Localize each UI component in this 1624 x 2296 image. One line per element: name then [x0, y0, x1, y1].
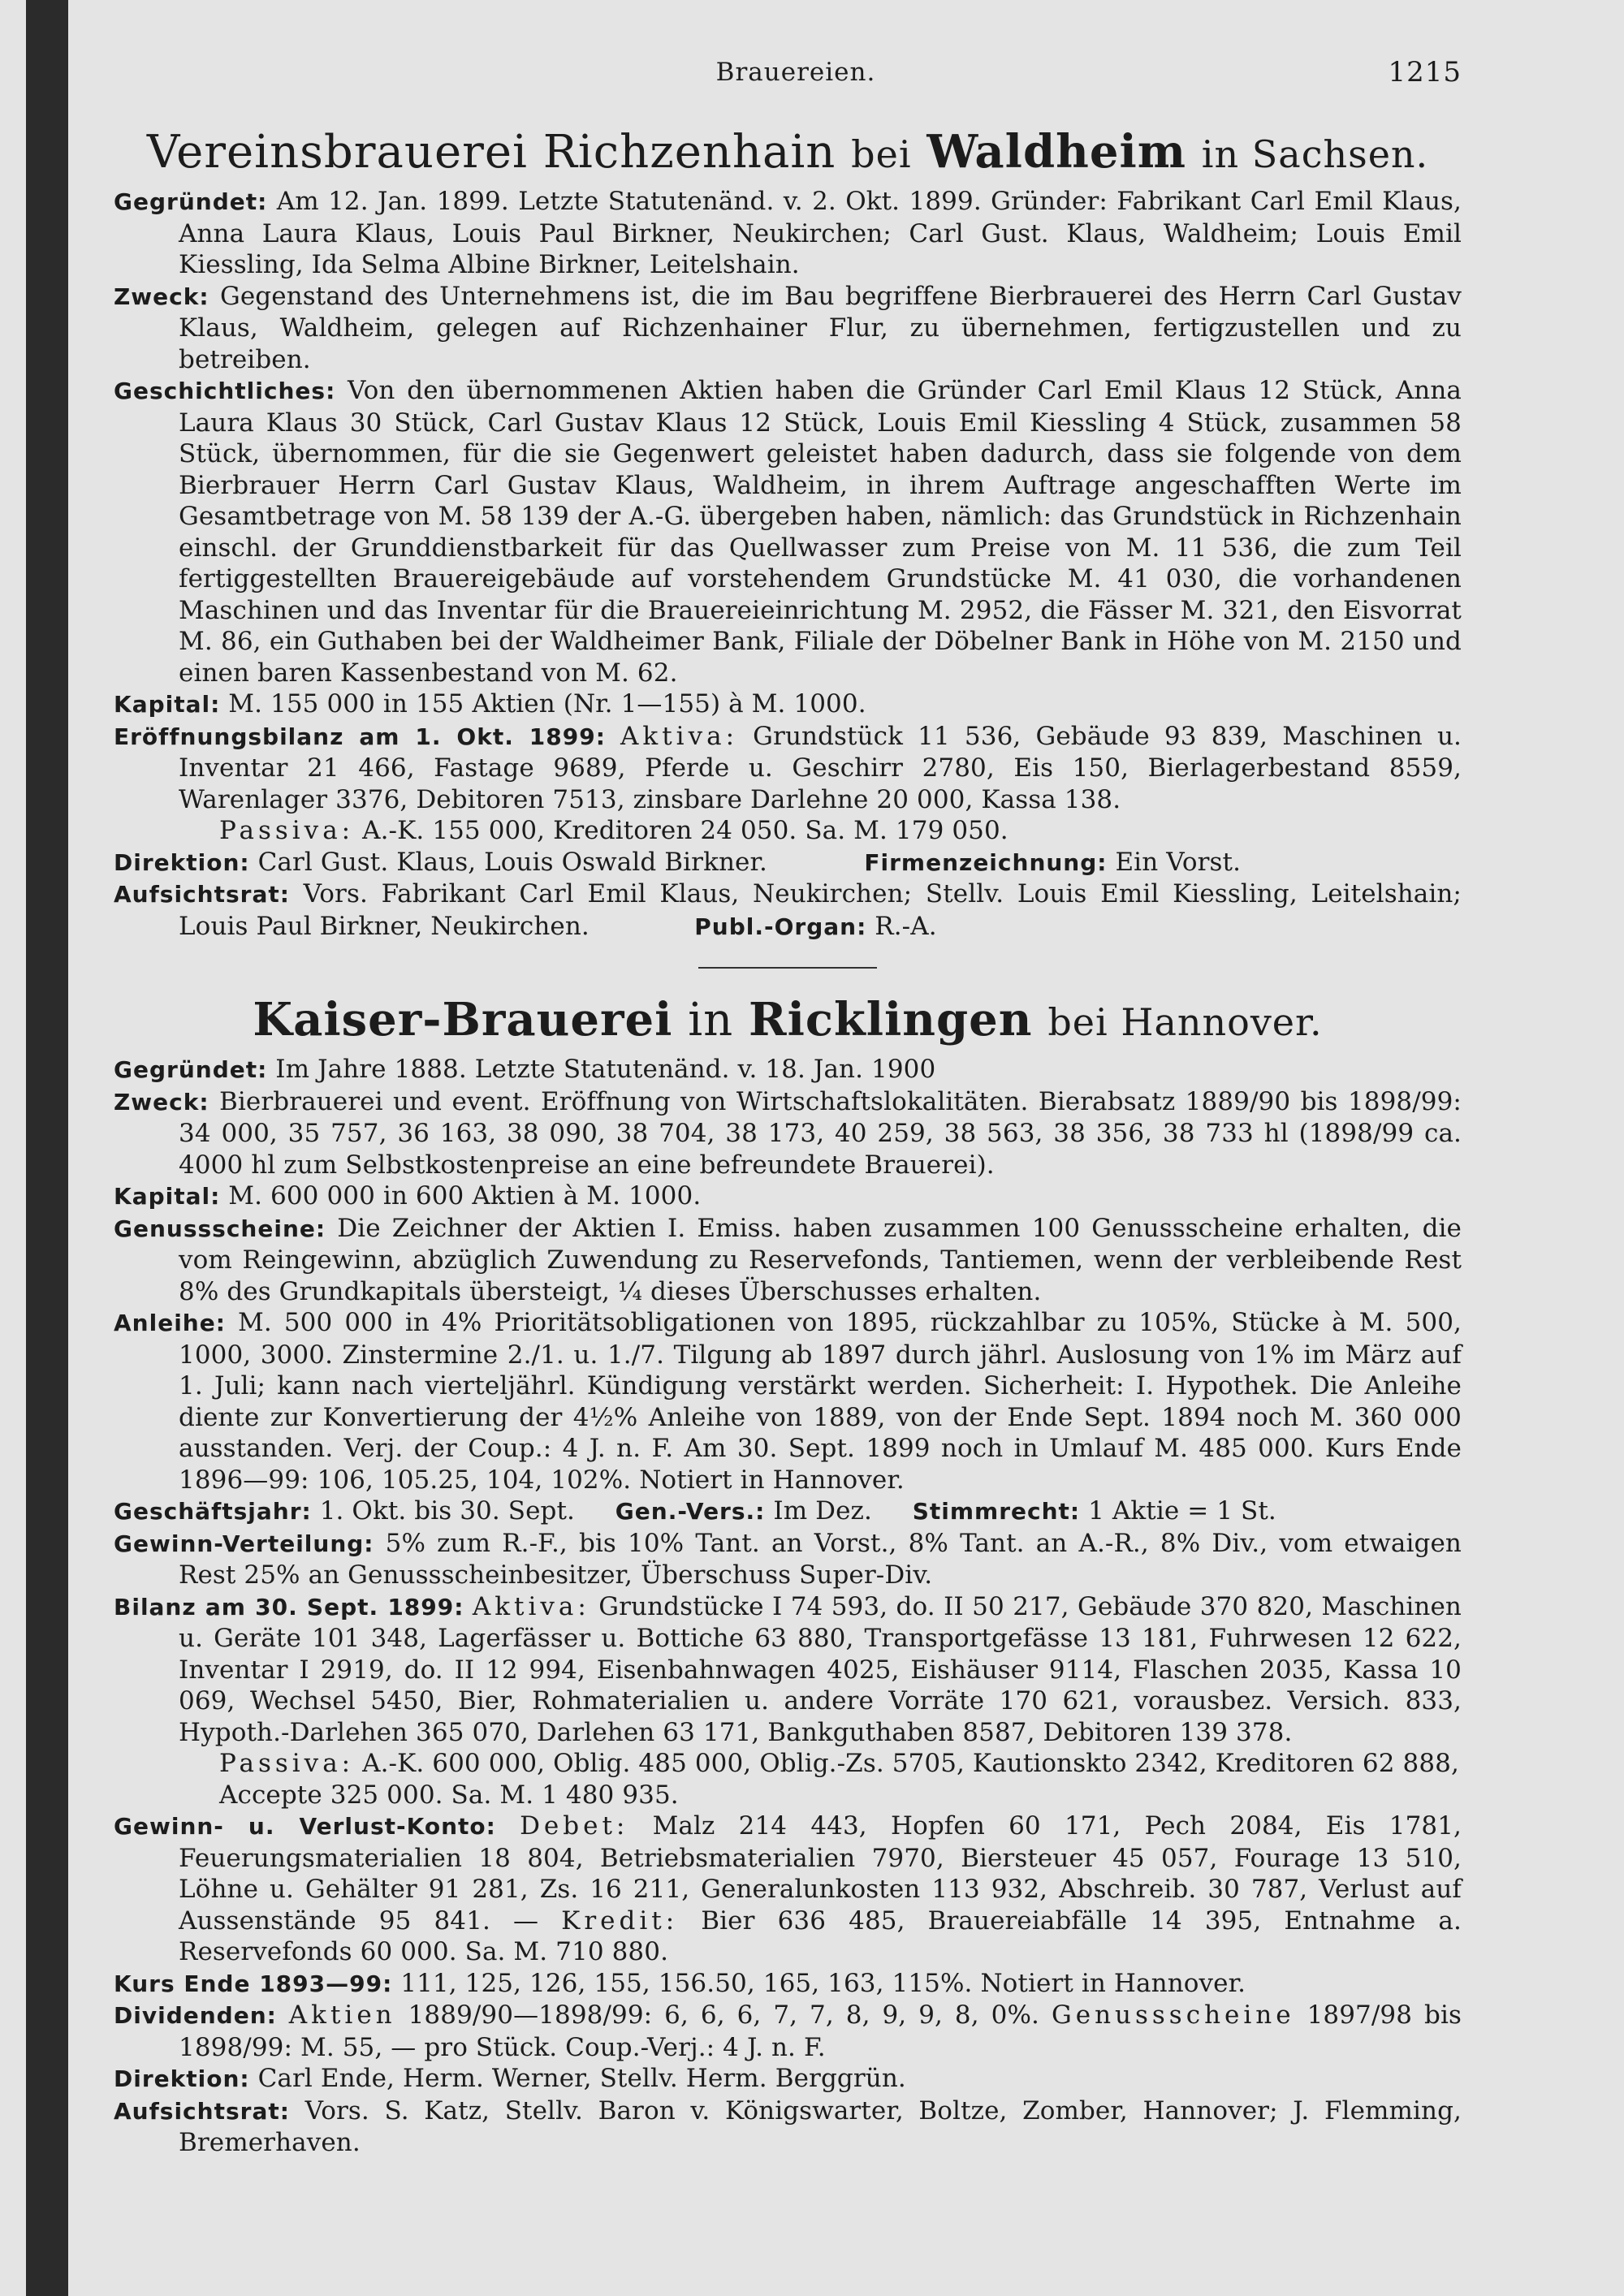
s2-aufsichtsrat-text: Vors. S. Katz, Stellv. Baron v. Königswarter, Boltze, Zomber, Hannover; J. Flemming, Bremerhaven.	[179, 2095, 1462, 2157]
s1-geschichtliches	[114, 375, 1462, 688]
s1-bilanz	[114, 721, 1462, 816]
s2-geschaeftsjahr-label: Geschäftsjahr:	[114, 1498, 312, 1525]
s2-direktion-text: Carl Ende, Herm. Werner, Stellv. Herm. Berggrün.	[257, 2064, 906, 2093]
section2-heading-city: Ricklingen	[749, 993, 1033, 1047]
s2-kredit-label: Kredit:	[561, 1905, 679, 1936]
s2-kapital	[114, 1180, 1462, 1213]
s2-zweck-label: Zweck:	[114, 1088, 209, 1116]
section1-heading	[114, 125, 1462, 181]
s1-kapital-text: M. 155 000 in 155 Aktien (Nr. 1—155) à M. 1000.	[228, 689, 866, 719]
s1-passiva	[114, 815, 1462, 847]
s2-genvers-label: Gen.-Vers.:	[615, 1498, 766, 1525]
s2-kapital-text: M. 600 000 in 600 Aktien à M. 1000.	[228, 1181, 702, 1211]
s1-geschichtliches-label: Geschichtliches:	[114, 378, 336, 404]
section2-heading	[114, 993, 1462, 1049]
section2-heading-name: Kaiser-Brauerei	[253, 993, 673, 1047]
s1-passiva-text: A.-K. 155 000, Kreditoren 24 050. Sa. M. 179 050.	[362, 816, 1009, 845]
s1-bilanz-label: Eröffnungsbilanz am 1. Okt. 1899:	[114, 723, 606, 750]
section1-heading-connector: bei	[851, 132, 912, 176]
s1-kapital	[114, 688, 1462, 721]
s1-kapital-label: Kapital:	[114, 691, 221, 718]
running-head	[130, 57, 1462, 106]
s2-anleihe-label: Anleihe:	[114, 1310, 226, 1336]
s2-kurs-text: 111, 125, 126, 155, 156.50, 165, 163, 115%. Notiert in Hannover.	[400, 1968, 1246, 1998]
s1-zweck-text: Gegenstand des Unternehmens ist, die im Bau begriffene Bierbrauerei des Herrn Carl Gustav Klaus, Waldheim, gelegen auf Richzenhainer Flur, zu übernehmen, fertigzustellen und zu betreiben.	[179, 281, 1462, 374]
s2-direktion	[114, 2063, 1462, 2095]
s2-stimmrecht-label: Stimmrecht:	[912, 1498, 1081, 1525]
s2-stimmrecht-text: 1 Aktie = 1 St.	[1088, 1496, 1276, 1526]
s2-passiva-label: Passiva:	[219, 1749, 355, 1778]
s2-gewinnverteilung	[114, 1528, 1462, 1591]
s1-direktion	[114, 847, 1462, 879]
s2-kurs-label: Kurs Ende 1893—99:	[114, 1970, 393, 1997]
section2-heading-connector: in	[688, 994, 734, 1047]
s1-firma-label: Firmenzeichnung:	[864, 848, 1108, 876]
s2-dividenden	[114, 2000, 1462, 2063]
s1-direktion-text: Carl Gust. Klaus, Louis Oswald Birkner.	[257, 847, 767, 877]
s1-gegruendet	[114, 186, 1462, 281]
section2-heading-region: bei Hannover.	[1047, 1000, 1323, 1044]
running-head-title: Brauereien.	[715, 58, 876, 87]
s2-dividenden-label: Dividenden:	[114, 2002, 277, 2029]
section1-heading-city: Waldheim	[926, 125, 1186, 179]
s2-direktion-label: Direktion:	[114, 2065, 250, 2092]
s2-gegruendet-text: Im Jahre 1888. Letzte Statutenänd. v. 18. Jan. 1900	[275, 1055, 936, 1084]
s2-dividenden-gs-label: Genussscheine	[1051, 2000, 1295, 2030]
section1-heading-region: in Sachsen.	[1201, 132, 1429, 176]
s2-gewinnverteilung-text: 5% zum R.-F., bis 10% Tant. an Vorst., 8% Tant. an A.-R., 8% Div., vom etwaigen Rest 25% an Genussscheinbesitzer, Überschuss Super-Div.	[179, 1528, 1462, 1590]
s2-geschaeftsjahr-text: 1. Okt. bis 30. Sept.	[319, 1496, 576, 1526]
s2-anleihe-text: M. 500 000 in 4% Prioritätsobligationen von 1895, rückzahlbar zu 105%, Stücke à M. 500, 1000, 3000. Zinstermine 2./1. u. 1./7. Tilgung ab 1897 durch jährl. Auslosung von 1% im März auf 1. Juli; kann nach vierteljährl. Kündigung verstärkt werden. Sicherheit: I. Hypothek. Die Anleihe diente zur Konvertierung der 4½% Anleihe von 1889, von der Ende Sept. 1894 noch M. 360 000 ausstanden. Verj. der Coup.: 4 J. n. F. Am 30. Sept. 1899 noch in Umlauf M. 485 000. Kurs Ende 1896—99: 106, 105.25, 104, 102%. Notiert in Hannover.	[179, 1308, 1462, 1495]
s2-gewinn-konto	[114, 1810, 1462, 1968]
s2-debet-label: Debet:	[520, 1811, 629, 1841]
s1-gegruendet-text: Am 12. Jan. 1899. Letzte Statutenänd. v. 2. Okt. 1899. Gründer: Fabrikant Carl Emil Klaus, Anna Laura Klaus, Louis Paul Birkner, Neukirchen; Carl Gust. Klaus, Waldheim; Louis Emil Kiessling, Ida Selma Albine Birkner, Leitelshain.	[179, 187, 1462, 279]
book-spine-edge	[26, 0, 68, 2296]
s1-zweck	[114, 281, 1462, 376]
s1-direktion-label: Direktion:	[114, 848, 250, 876]
section-divider	[698, 967, 877, 969]
s1-publ-label: Publ.-Organ:	[694, 913, 867, 940]
s2-passiva	[114, 1748, 1462, 1810]
s2-bilanz	[114, 1591, 1462, 1749]
s2-debet-text: Malz 214 443, Hopfen 60 171, Pech 2084, Eis 1781, Feuerungsmaterialien 18 804, Betriebsmaterialien 7970, Biersteuer 45 057, Fourage 13 510, Löhne u. Gehälter 91 281, Zs. 16 211, Generalunkosten 113 932, Abschreib. 30 787, Verlust auf Aussenstände 95 841. —	[179, 1811, 1462, 1936]
s1-publ-text: R.-A.	[875, 911, 937, 941]
s2-aktiva-label: Aktiva:	[472, 1591, 590, 1621]
s2-dividenden-aktien-text: 1889/90—1898/99: 6, 6, 6, 7, 7, 8, 9, 9, 8, 0%.	[408, 2000, 1039, 2030]
s2-gewinnverteilung-label: Gewinn-Verteilung:	[114, 1530, 374, 1557]
s1-firma-text: Ein Vorst.	[1115, 847, 1242, 877]
s2-zweck-text: Bierbrauerei und event. Eröffnung von Wirtschaftslokalitäten. Bierabsatz 1889/90 bis 1898/99: 34 000, 35 757, 36 163, 38 090, 38 704, 38 173, 40 259, 38 563, 38 356, 38 733 hl (1898/99 ca. 4000 hl zum Selbstkostenpreise an eine befreundete Brauerei).	[179, 1086, 1462, 1180]
s1-zweck-label: Zweck:	[114, 283, 209, 310]
s2-aufsichtsrat-label: Aufsichtsrat:	[114, 2097, 290, 2125]
s2-kurs	[114, 1968, 1462, 2000]
s2-genussscheine	[114, 1213, 1462, 1308]
s2-genussscheine-label: Genussscheine:	[114, 1215, 326, 1242]
s2-aufsichtsrat	[114, 2095, 1462, 2159]
s2-anleihe	[114, 1307, 1462, 1495]
document-page	[114, 57, 1462, 2159]
page-number: 1215	[1388, 56, 1462, 88]
section1-heading-name: Vereinsbrauerei Richzenhain	[146, 126, 836, 179]
s1-aktiva-label: Aktiva:	[620, 721, 739, 751]
s2-kredit-text: Bier 636 485, Brauereiabfälle 14 395, Entnahme a. Reservefonds 60 000. Sa. M. 710 880.	[179, 1905, 1462, 1966]
s2-zweck	[114, 1086, 1462, 1181]
s1-aufsichtsrat	[114, 878, 1462, 943]
s2-aktiva-text: Grundstücke I 74 593, do. II 50 217, Gebäude 370 820, Maschinen u. Geräte 101 348, Lagerfässer u. Bottiche 63 880, Transportgefässe 13 181, Fuhrwesen 12 622, Inventar I 2919, do. II 12 994, Eisenbahnwagen 4025, Eishäuser 9114, Flaschen 2035, Kassa 10 069, Wechsel 5450, Bier, Rohmaterialien u. andere Vorräte 170 621, vorausbez. Versich. 833, Hypoth.-Darlehen 365 070, Darlehen 63 171, Bankguthaben 8587, Debitoren 139 378.	[179, 1591, 1462, 1747]
s1-aufsichtsrat-label: Aufsichtsrat:	[114, 881, 290, 908]
s2-gegruendet-label: Gegründet:	[114, 1056, 268, 1083]
s1-passiva-label: Passiva:	[219, 816, 355, 845]
s2-geschaeftsjahr	[114, 1495, 1462, 1528]
s2-dividenden-gs-text: 1897/98 bis 1898/99: M. 55, — pro Stück. Coup.-Verj.: 4 J. n. F.	[179, 2000, 1462, 2062]
s1-aktiva-text: Grundstück 11 536, Gebäude 93 839, Maschinen u. Inventar 21 466, Fastage 9689, Pferde u. Geschirr 2780, Eis 150, Bierlagerbestand 8559, Warenlager 3376, Debitoren 7513, zinsbare Darlehne 20 000, Kassa 138.	[179, 721, 1462, 814]
s2-genvers-text: Im Dez.	[773, 1496, 872, 1526]
s2-gewinn-konto-label: Gewinn- u. Verlust-Konto:	[114, 1813, 496, 1840]
s1-gegruendet-label: Gegründet:	[114, 188, 268, 215]
s2-passiva-text: A.-K. 600 000, Oblig. 485 000, Oblig.-Zs. 5705, Kautionskto 2342, Kreditoren 62 888, Accepte 325 000. Sa. M. 1 480 935.	[219, 1749, 1459, 1810]
s2-dividenden-aktien-label: Aktien	[288, 2000, 396, 2030]
s1-geschichtliches-text: Von den übernommenen Aktien haben die Gründer Carl Emil Klaus 12 Stück, Anna Laura Klaus 30 Stück, Carl Gustav Klaus 12 Stück, Louis Emil Kiessling 4 Stück, zusammen 58 Stück, übernommen, für die sie Gegenwert geleistet haben dadurch, dass sie folgende von dem Bierbrauer Herrn Carl Gustav Klaus, Waldheim, in ihrem Auftrage angeschafften Werte im Gesamtbetrage von M. 58 139 der A.-G. übergeben haben, nämlich: das Grundstück in Richzenhain einschl. der Grunddienstbarkeit für das Quellwasser zum Preise von M. 11 536, die zum Teil fertiggestellten Brauereigebäude auf vorstehendem Grundstücke M. 41 030, die vorhandenen Maschinen und das Inventar für die Brauereieinrichtung M. 2952, die Fässer M. 321, den Eisvorrat M. 86, ein Guthaben bei der Waldheimer Bank, Filiale der Döbelner Bank in Höhe von M. 2150 und einen baren Kassenbestand von M. 62.	[179, 376, 1462, 688]
s2-gegruendet	[114, 1054, 1462, 1086]
s2-genussscheine-text: Die Zeichner der Aktien I. Emiss. haben zusammen 100 Genussscheine erhalten, die vom Reingewinn, abzüglich Zuwendung zu Reservefonds, Tantiemen, wenn der verbleibende Rest 8% des Grundkapitals übersteigt, ¼ dieses Überschusses erhalten.	[179, 1213, 1462, 1306]
s2-bilanz-label: Bilanz am 30. Sept. 1899:	[114, 1593, 464, 1621]
s1-aufsichtsrat-text: Vors. Fabrikant Carl Emil Klaus, Neukirchen; Stellv. Louis Emil Kiessling, Leitelshain; Louis Paul Birkner, Neukirchen.	[179, 879, 1462, 941]
s2-kapital-label: Kapital:	[114, 1183, 221, 1210]
